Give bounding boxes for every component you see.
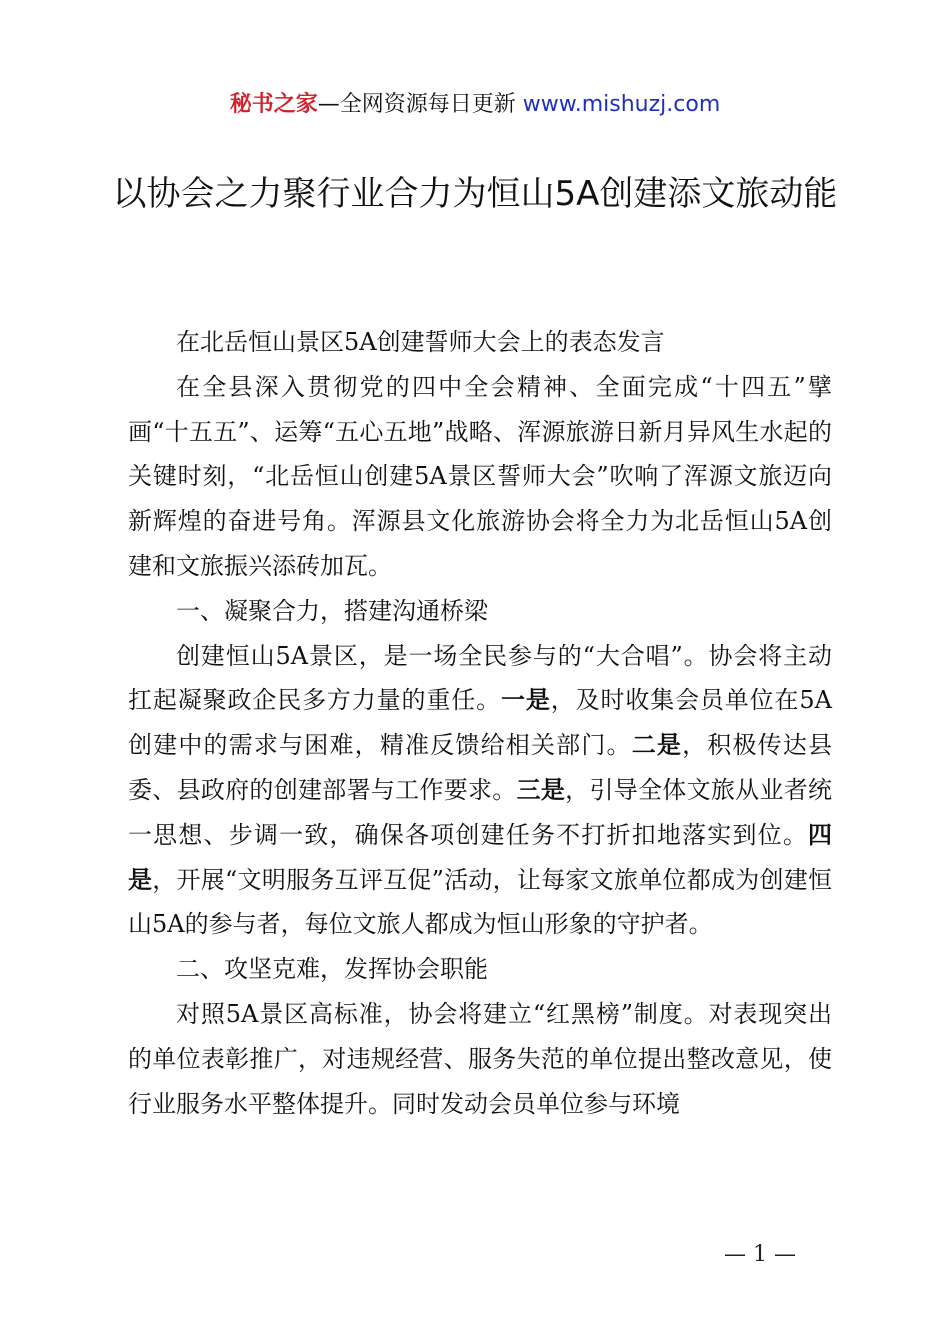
point-3-text: ，引导全体文旅从业者统一思想、步调一致，确保各项创建任务不打折扣地落实到位。 (128, 775, 833, 849)
point-3-label: 三是 (516, 775, 566, 804)
point-4-text: ，开展“文明服务互评互促”活动，让每家文旅单位都成为创建恒山5A的参与者，每位文旅人都成为恒山形象的守护者。 (128, 865, 832, 939)
section-1-paragraph (128, 634, 832, 948)
intro-paragraph: 在全县深入贯彻党的四中全会精神、全面完成“十四五”擘画“十五五”、运筹“五心五地”战略、浑源旅游日新月异风生水起的关键时刻，“北岳恒山创建5A景区誓师大会”吹响了浑源文旅迈向新辉煌的奋进号角。浑源县文化旅游协会将全力为北岳恒山5A创建和文旅振兴添砖加瓦。 (128, 372, 832, 580)
section-2-paragraph: 对照5A景区高标准，协会将建立“红黑榜”制度。对表现突出的单位表彰推广，对违规经营、服务失范的单位提出整改意见，使行业服务水平整体提升。同时发动会员单位参与环境 (128, 999, 832, 1118)
document-title: 以协会之力聚行业合力为恒山5A创建添文旅动能 (112, 174, 838, 214)
point-4-label: 四是 (128, 820, 832, 894)
page-number: — 1 — (724, 1242, 796, 1267)
speech-occasion-line: 在北岳恒山景区5A创建誓师大会上的表态发言 (176, 328, 665, 356)
site-slogan: —全网资源每日更新 (317, 92, 523, 117)
section-2-heading: 二、攻坚克难，发挥协会职能 (176, 955, 488, 984)
site-header-banner (0, 88, 950, 122)
section-1-intro: 创建恒山5A景区，是一场全民参与的“大合唱”。协会将主动扛起凝聚政企民多方力量的重任。 (128, 641, 832, 715)
point-1-label: 一是 (501, 686, 551, 715)
site-url-link[interactable]: www.mishuzj.com (522, 92, 721, 117)
section-1-heading: 一、凝聚合力，搭建沟通桥梁 (176, 596, 488, 625)
point-2-label: 二是 (631, 731, 683, 760)
point-1-text: ，及时收集会员单位在5A创建中的需求与困难，精准反馈给相关部门。 (128, 686, 832, 760)
document-body (128, 320, 832, 1126)
site-brand: 秘书之家 (229, 92, 318, 117)
point-2-text: ，积极传达县委、县政府的创建部署与工作要求。 (128, 731, 833, 804)
